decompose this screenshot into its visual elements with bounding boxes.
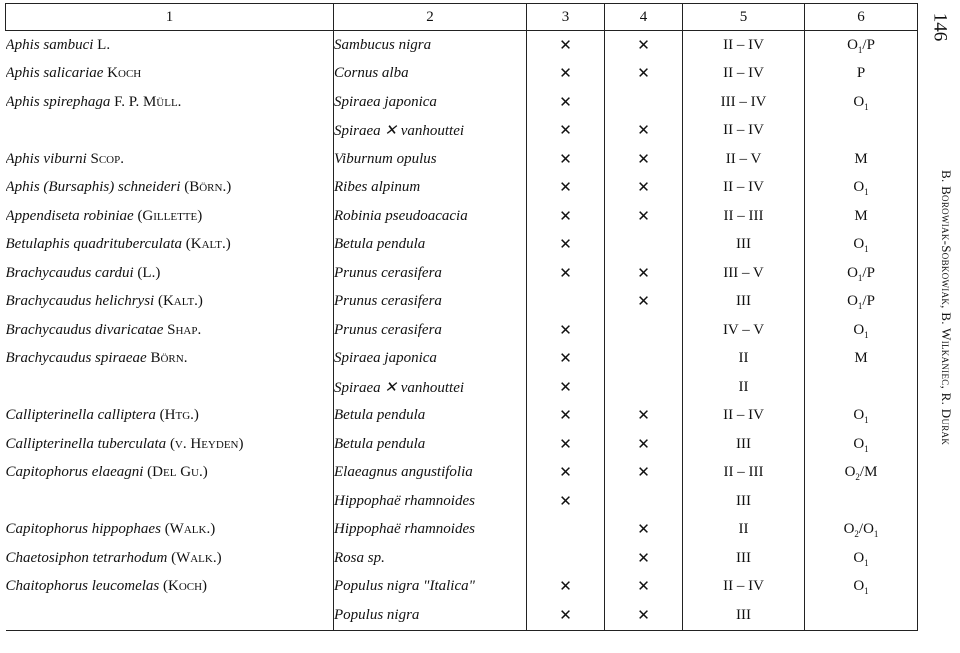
occurrence-col4: ✕ (605, 430, 683, 459)
occurrence-col3: ✕ (527, 117, 605, 146)
table-row (6, 145, 918, 174)
feeding-type (805, 487, 918, 516)
occurrence-col4: ✕ (605, 288, 683, 317)
occurrence-col3: ✕ (527, 487, 605, 516)
host-plant: Betula pendula (334, 231, 527, 260)
table-row (6, 402, 918, 431)
occurrence-col4: ✕ (605, 117, 683, 146)
occurrence-col3: ✕ (527, 430, 605, 459)
host-plant: Rosa sp. (334, 544, 527, 573)
occurrence-col3: ✕ (527, 345, 605, 374)
page-number: 146 (928, 12, 950, 42)
table-row (6, 544, 918, 573)
occurrence-col3: ✕ (527, 601, 605, 630)
species-name (6, 117, 334, 146)
host-plant: Prunus cerasifera (334, 259, 527, 288)
months-range: II – IV (683, 174, 805, 203)
species-name: Aphis salicariae Koch (5, 65, 142, 82)
occurrence-col3: ✕ (527, 402, 605, 431)
feeding-type: $O_1/P$ (805, 31, 918, 60)
species-name: Chaetosiphon tetrarhodum (Walk.) (5, 549, 222, 566)
table-row (6, 373, 918, 402)
column-number-header (6, 4, 918, 31)
occurrence-col4 (605, 487, 683, 516)
table-row (6, 202, 918, 231)
months-range: III – IV (683, 88, 805, 117)
table-row (6, 174, 918, 203)
months-range: III – V (683, 259, 805, 288)
species-name: Brachycaudus helichrysi (Kalt.) (5, 293, 203, 310)
occurrence-col3: ✕ (527, 202, 605, 231)
feeding-type (805, 601, 918, 630)
species-name: Brachycaudus divaricatae Shap. (5, 321, 202, 338)
column-number-3: 3 (527, 4, 605, 31)
table-row (6, 88, 918, 117)
table-row (6, 316, 918, 345)
column-number-6: 6 (805, 4, 918, 31)
occurrence-col4: ✕ (605, 259, 683, 288)
feeding-type: $O_1$ (805, 430, 918, 459)
months-range: III (683, 430, 805, 459)
occurrence-col3: ✕ (527, 31, 605, 60)
column-number-4: 4 (605, 4, 683, 31)
column-number-5: 5 (683, 4, 805, 31)
species-name (6, 487, 334, 516)
feeding-type: $O_1$ (805, 231, 918, 260)
occurrence-col4: ✕ (605, 402, 683, 431)
host-plant: Spiraea ✕ vanhouttei (334, 373, 527, 402)
months-range: II – III (683, 459, 805, 488)
species-name (6, 373, 334, 402)
occurrence-col4: ✕ (605, 573, 683, 602)
species-name: Callipterinella tuberculata (v. Heyden) (5, 435, 244, 452)
feeding-type: M (805, 145, 918, 174)
occurrence-col4: ✕ (605, 202, 683, 231)
species-name: Betulaphis quadrituberculata (Kalt.) (5, 236, 231, 253)
occurrence-col4 (605, 88, 683, 117)
occurrence-col3 (527, 544, 605, 573)
months-range: II – IV (683, 117, 805, 146)
host-plant: Betula pendula (334, 430, 527, 459)
feeding-type: $O_1$ (805, 402, 918, 431)
occurrence-col4: ✕ (605, 601, 683, 630)
species-name: Aphis spirephaga F. P. Müll. (5, 93, 182, 110)
months-range: III (683, 544, 805, 573)
species-name (6, 601, 334, 630)
table-row (6, 345, 918, 374)
host-plant: Prunus cerasifera (334, 288, 527, 317)
feeding-type: $O_1/P$ (805, 259, 918, 288)
months-range: III (683, 601, 805, 630)
page-margin (918, 0, 960, 653)
feeding-type: $O_1$ (805, 174, 918, 203)
running-head-authors: B. Borowiak-Sobkowiak, B. Wilkaniec, R. Durak (939, 170, 954, 446)
host-plant: Spiraea japonica (334, 345, 527, 374)
occurrence-col4 (605, 345, 683, 374)
species-name: Appendiseta robiniae (Gillette) (5, 207, 203, 224)
host-plant: Elaeagnus angustifolia (334, 459, 527, 488)
months-range: II – IV (683, 60, 805, 89)
feeding-type: M (805, 345, 918, 374)
occurrence-col3: ✕ (527, 88, 605, 117)
occurrence-col3: ✕ (527, 231, 605, 260)
species-name: Brachycaudus cardui (L.) (5, 264, 161, 281)
occurrence-col3: ✕ (527, 459, 605, 488)
species-name: Capitophorus elaeagni (Del Gu.) (5, 464, 208, 481)
feeding-type (805, 117, 918, 146)
months-range: II – IV (683, 31, 805, 60)
feeding-type (805, 373, 918, 402)
table-row (6, 288, 918, 317)
occurrence-col3: ✕ (527, 60, 605, 89)
host-plant: Populus nigra "Italica" (334, 573, 527, 602)
feeding-type: $O_2/O_1$ (805, 516, 918, 545)
host-plant: Populus nigra (334, 601, 527, 630)
months-range: II (683, 516, 805, 545)
host-plant: Ribes alpinum (334, 174, 527, 203)
occurrence-col3: ✕ (527, 145, 605, 174)
column-number-2: 2 (334, 4, 527, 31)
feeding-type: $O_1/P$ (805, 288, 918, 317)
host-plant: Spiraea japonica (334, 88, 527, 117)
table-row (6, 231, 918, 260)
table-row (6, 60, 918, 89)
occurrence-col3: ✕ (527, 373, 605, 402)
months-range: III (683, 487, 805, 516)
feeding-type: P (805, 60, 918, 89)
table-row (6, 31, 918, 60)
host-plant: Prunus cerasifera (334, 316, 527, 345)
occurrence-col3: ✕ (527, 259, 605, 288)
host-plant: Cornus alba (334, 60, 527, 89)
months-range: III (683, 288, 805, 317)
months-range: IV – V (683, 316, 805, 345)
table-row (6, 487, 918, 516)
table-row (6, 430, 918, 459)
occurrence-col3 (527, 516, 605, 545)
occurrence-col4: ✕ (605, 60, 683, 89)
occurrence-col4 (605, 373, 683, 402)
column-number-1: 1 (6, 4, 334, 31)
occurrence-col4: ✕ (605, 31, 683, 60)
months-range: II (683, 345, 805, 374)
occurrence-col4: ✕ (605, 459, 683, 488)
occurrence-col4 (605, 231, 683, 260)
feeding-type: $O_1$ (805, 316, 918, 345)
species-name: Aphis sambuci L. (5, 36, 111, 53)
species-name: Aphis viburni Scop. (5, 150, 124, 167)
species-name: Callipterinella calliptera (Htg.) (5, 407, 199, 424)
table-row (6, 117, 918, 146)
occurrence-col4: ✕ (605, 174, 683, 203)
feeding-type: $O_2/M$ (805, 459, 918, 488)
months-range: II (683, 373, 805, 402)
occurrence-col4: ✕ (605, 544, 683, 573)
occurrence-col4: ✕ (605, 145, 683, 174)
feeding-type: M (805, 202, 918, 231)
species-name: Brachycaudus spiraeae Börn. (5, 350, 188, 367)
months-range: II – III (683, 202, 805, 231)
feeding-type: $O_1$ (805, 573, 918, 602)
table-row (6, 573, 918, 602)
species-name: Chaitophorus leucomelas (Koch) (5, 578, 208, 595)
host-plant: Spiraea ✕ vanhouttei (334, 117, 527, 146)
occurrence-col4 (605, 316, 683, 345)
months-range: III (683, 231, 805, 260)
months-range: II – IV (683, 573, 805, 602)
occurrence-col3: ✕ (527, 316, 605, 345)
months-range: II – IV (683, 402, 805, 431)
species-name: Capitophorus hippophaes (Walk.) (5, 521, 216, 538)
occurrence-col3 (527, 288, 605, 317)
table-row (6, 601, 918, 630)
host-plant: Hippophaë rhamnoides (334, 516, 527, 545)
host-plant: Robinia pseudoacacia (334, 202, 527, 231)
host-plant: Betula pendula (334, 402, 527, 431)
feeding-type: $O_1$ (805, 544, 918, 573)
occurrence-col3: ✕ (527, 174, 605, 203)
table-row (6, 516, 918, 545)
months-range: II – V (683, 145, 805, 174)
table-row (6, 259, 918, 288)
aphid-host-table (5, 3, 918, 631)
occurrence-col3: ✕ (527, 573, 605, 602)
feeding-type: $O_1$ (805, 88, 918, 117)
occurrence-col4: ✕ (605, 516, 683, 545)
host-plant: Sambucus nigra (334, 31, 527, 60)
species-name: Aphis (Bursaphis) schneideri (Börn.) (5, 179, 232, 196)
host-plant: Viburnum opulus (334, 145, 527, 174)
table-row (6, 459, 918, 488)
host-plant: Hippophaë rhamnoides (334, 487, 527, 516)
